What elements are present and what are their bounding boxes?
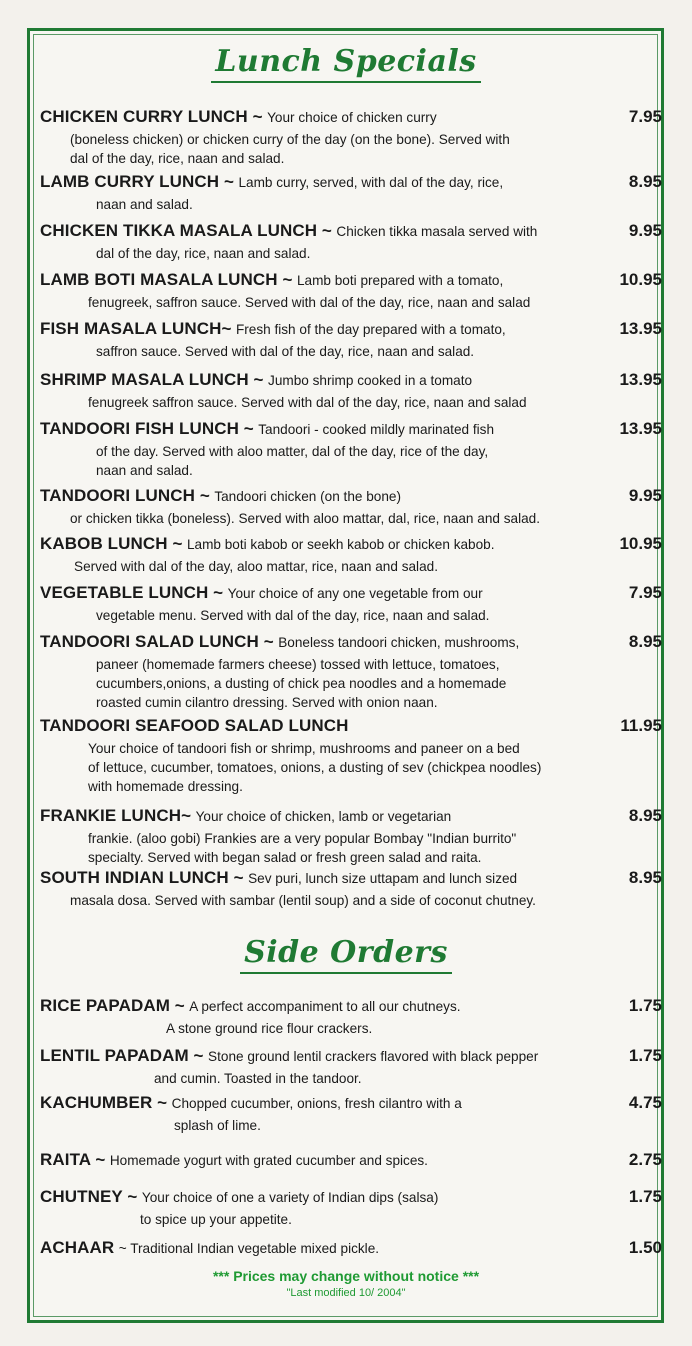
lunch-item-description: Lamb boti kabob or seekh kabob or chicken kabob. [186, 537, 495, 552]
lunch-item-description-line: naan and salad. [96, 197, 193, 212]
side-item-description: Homemade yogurt with grated cucumber and spices. [109, 1153, 428, 1168]
lunch-item-description: Jumbo shrimp cooked in a tomato [268, 373, 473, 388]
lunch-item-header [40, 581, 662, 606]
lunch-item-header [40, 105, 662, 130]
lunch-item-description: Chicken tikka masala served with [336, 224, 538, 239]
lunch-item-description-line: frankie. (aloo gobi) Frankies are a very popular Bombay "Indian burrito" [88, 831, 517, 846]
lunch-item [40, 714, 662, 796]
lunch-item-description: Your choice of chicken curry [267, 110, 437, 125]
side-item [40, 1185, 662, 1229]
side-item-name: RICE PAPADAM ~ [40, 996, 185, 1015]
side-item-name: LENTIL PAPADAM ~ [40, 1046, 204, 1065]
lunch-item-price: 8.95 [628, 172, 662, 191]
lunch-item-header [40, 268, 662, 293]
lunch-item [40, 317, 662, 361]
lunch-item-name: LAMB CURRY LUNCH ~ [40, 172, 234, 191]
lunch-item-name: TANDOORI SALAD LUNCH ~ [40, 632, 274, 651]
side-item [40, 1044, 662, 1088]
lunch-item-header [40, 714, 662, 739]
lunch-item-name: CHICKEN TIKKA MASALA LUNCH ~ [40, 221, 332, 240]
lunch-item-price: 13.95 [619, 419, 662, 438]
side-item-header [40, 1091, 662, 1116]
lunch-item-name: TANDOORI FISH LUNCH ~ [40, 419, 254, 438]
lunch-item-header [40, 804, 662, 829]
lunch-item-name: FRANKIE LUNCH~ [40, 806, 192, 825]
lunch-item-name: TANDOORI LUNCH ~ [40, 486, 210, 505]
lunch-item-price: 9.95 [628, 221, 662, 240]
side-orders-heading [0, 935, 692, 974]
side-orders-title: Side Orders [240, 935, 452, 974]
lunch-item [40, 170, 662, 214]
side-item-name: ACHAAR [40, 1238, 115, 1257]
side-item [40, 1148, 662, 1173]
lunch-item [40, 630, 662, 712]
lunch-item [40, 866, 662, 910]
lunch-item [40, 532, 662, 576]
side-item-name: KACHUMBER ~ [40, 1093, 168, 1112]
lunch-item [40, 417, 662, 480]
side-item-name: CHUTNEY ~ [40, 1187, 138, 1206]
side-item-description: ~ Traditional Indian vegetable mixed pickle. [118, 1241, 380, 1256]
lunch-item-description: Tandoori chicken (on the bone) [214, 489, 401, 504]
lunch-item-description-line: roasted cumin cilantro dressing. Served with onion naan. [96, 695, 438, 710]
lunch-item-description-line: of lettuce, cucumber, tomatoes, onions, a dusting of sev (chickpea noodles) [88, 760, 542, 775]
side-item-description: Chopped cucumber, onions, fresh cilantro with a [171, 1096, 462, 1111]
lunch-item-name: VEGETABLE LUNCH ~ [40, 583, 224, 602]
side-item [40, 994, 662, 1038]
lunch-item [40, 484, 662, 528]
side-item-header [40, 1236, 662, 1261]
side-item-description-line: and cumin. Toasted in the tandoor. [154, 1071, 362, 1086]
lunch-item-price: 8.95 [628, 632, 662, 651]
side-item-description-line: splash of lime. [174, 1118, 261, 1133]
lunch-item-description: Lamb boti prepared with a tomato, [296, 273, 504, 288]
lunch-item-header [40, 484, 662, 509]
lunch-item-price: 13.95 [619, 370, 662, 389]
lunch-item-description-line: saffron sauce. Served with dal of the day, rice, naan and salad. [96, 344, 475, 359]
side-item-header [40, 994, 662, 1019]
lunch-item-description-line: vegetable menu. Served with dal of the day, rice, naan and salad. [96, 608, 490, 623]
lunch-item-description-line: fenugreek, saffron sauce. Served with dal of the day, rice, naan and salad [88, 295, 531, 310]
lunch-item-price: 8.95 [628, 806, 662, 825]
side-item [40, 1091, 662, 1135]
lunch-item-header [40, 317, 662, 342]
lunch-item-name: SOUTH INDIAN LUNCH ~ [40, 868, 244, 887]
side-item-description-line: A stone ground rice flour crackers. [166, 1021, 373, 1036]
lunch-item-description: Your choice of chicken, lamb or vegetarian [195, 809, 452, 824]
lunch-item-price: 7.95 [628, 107, 662, 126]
lunch-item-description-line: paneer (homemade farmers cheese) tossed with lettuce, tomatoes, [96, 657, 500, 672]
lunch-item-header [40, 368, 662, 393]
lunch-item-header [40, 630, 662, 655]
lunch-item-description: Lamb curry, served, with dal of the day, rice, [238, 175, 504, 190]
lunch-specials-title: Lunch Specials [211, 44, 480, 83]
side-item-description-line: to spice up your appetite. [140, 1212, 292, 1227]
lunch-item-price: 10.95 [619, 270, 662, 289]
lunch-item-description: Tandoori - cooked mildly marinated fish [258, 422, 494, 437]
side-item [40, 1236, 662, 1261]
lunch-item-description-line: (boneless chicken) or chicken curry of the day (on the bone). Served with [70, 132, 510, 147]
lunch-item-description: Boneless tandoori chicken, mushrooms, [278, 635, 520, 650]
lunch-item-header [40, 219, 662, 244]
lunch-item-description: Fresh fish of the day prepared with a tomato, [235, 322, 506, 337]
lunch-specials-heading [0, 44, 692, 83]
side-item-name: RAITA ~ [40, 1150, 106, 1169]
lunch-item-description-line: naan and salad. [96, 463, 193, 478]
lunch-item-price: 7.95 [628, 583, 662, 602]
lunch-item-header [40, 532, 662, 557]
side-item-header [40, 1148, 662, 1173]
lunch-item-description-line: specialty. Served with began salad or fresh green salad and raita. [88, 850, 482, 865]
lunch-item [40, 368, 662, 412]
side-item-price: 1.75 [628, 1046, 662, 1065]
lunch-item-name: TANDOORI SEAFOOD SALAD LUNCH [40, 716, 349, 735]
side-item-header [40, 1185, 662, 1210]
lunch-item-price: 11.95 [620, 716, 662, 735]
lunch-item-description-line: of the day. Served with aloo matter, dal of the day, rice of the day, [96, 444, 489, 459]
lunch-item-name: KABOB LUNCH ~ [40, 534, 183, 553]
lunch-item-description-line: with homemade dressing. [88, 779, 243, 794]
side-item-description: Your choice of one a variety of Indian dips (salsa) [141, 1190, 439, 1205]
lunch-item-description-line: fenugreek saffron sauce. Served with dal of the day, rice, naan and salad [88, 395, 527, 410]
side-item-price: 4.75 [628, 1093, 662, 1112]
side-item-description: Stone ground lentil crackers flavored with black pepper [208, 1049, 539, 1064]
lunch-item-description-line: dal of the day, rice, naan and salad. [96, 246, 311, 261]
lunch-item-price: 9.95 [628, 486, 662, 505]
price-notice: *** Prices may change without notice *** [212, 1268, 480, 1284]
side-item-header [40, 1044, 662, 1069]
side-item-description: A perfect accompaniment to all our chutneys. [189, 999, 461, 1014]
side-item-price: 1.75 [628, 996, 662, 1015]
lunch-item [40, 219, 662, 263]
lunch-item-description-line: Served with dal of the day, aloo mattar, rice, naan and salad. [74, 559, 438, 574]
lunch-item-price: 10.95 [619, 534, 662, 553]
lunch-item-header [40, 417, 662, 442]
lunch-item-header [40, 170, 662, 195]
lunch-item-description: Your choice of any one vegetable from our [227, 586, 483, 601]
lunch-item-description-line: masala dosa. Served with sambar (lentil soup) and a side of coconut chutney. [70, 893, 536, 908]
lunch-item-description-line: Your choice of tandoori fish or shrimp, mushrooms and paneer on a bed [88, 741, 520, 756]
lunch-item-name: FISH MASALA LUNCH~ [40, 319, 232, 338]
side-item-price: 1.50 [628, 1238, 662, 1257]
lunch-item-name: CHICKEN CURRY LUNCH ~ [40, 107, 263, 126]
side-item-price: 1.75 [628, 1187, 662, 1206]
lunch-item-header [40, 866, 662, 891]
lunch-item-description-line: cucumbers,onions, a dusting of chick pea noodles and a homemade [96, 676, 507, 691]
lunch-item [40, 804, 662, 867]
lunch-item-price: 8.95 [628, 868, 662, 887]
lunch-item-name: LAMB BOTI MASALA LUNCH ~ [40, 270, 293, 289]
lunch-item [40, 105, 662, 168]
side-item-price: 2.75 [628, 1150, 662, 1169]
lunch-item-description: Sev puri, lunch size uttapam and lunch sized [248, 871, 518, 886]
lunch-item [40, 581, 662, 625]
lunch-item-description-line: dal of the day, rice, naan and salad. [70, 151, 285, 166]
lunch-item [40, 268, 662, 312]
last-modified: "Last modified 10/ 2004" [286, 1287, 406, 1299]
lunch-item-name: SHRIMP MASALA LUNCH ~ [40, 370, 264, 389]
lunch-item-price: 13.95 [619, 319, 662, 338]
lunch-item-description-line: or chicken tikka (boneless). Served with aloo mattar, dal, rice, naan and salad. [70, 511, 540, 526]
